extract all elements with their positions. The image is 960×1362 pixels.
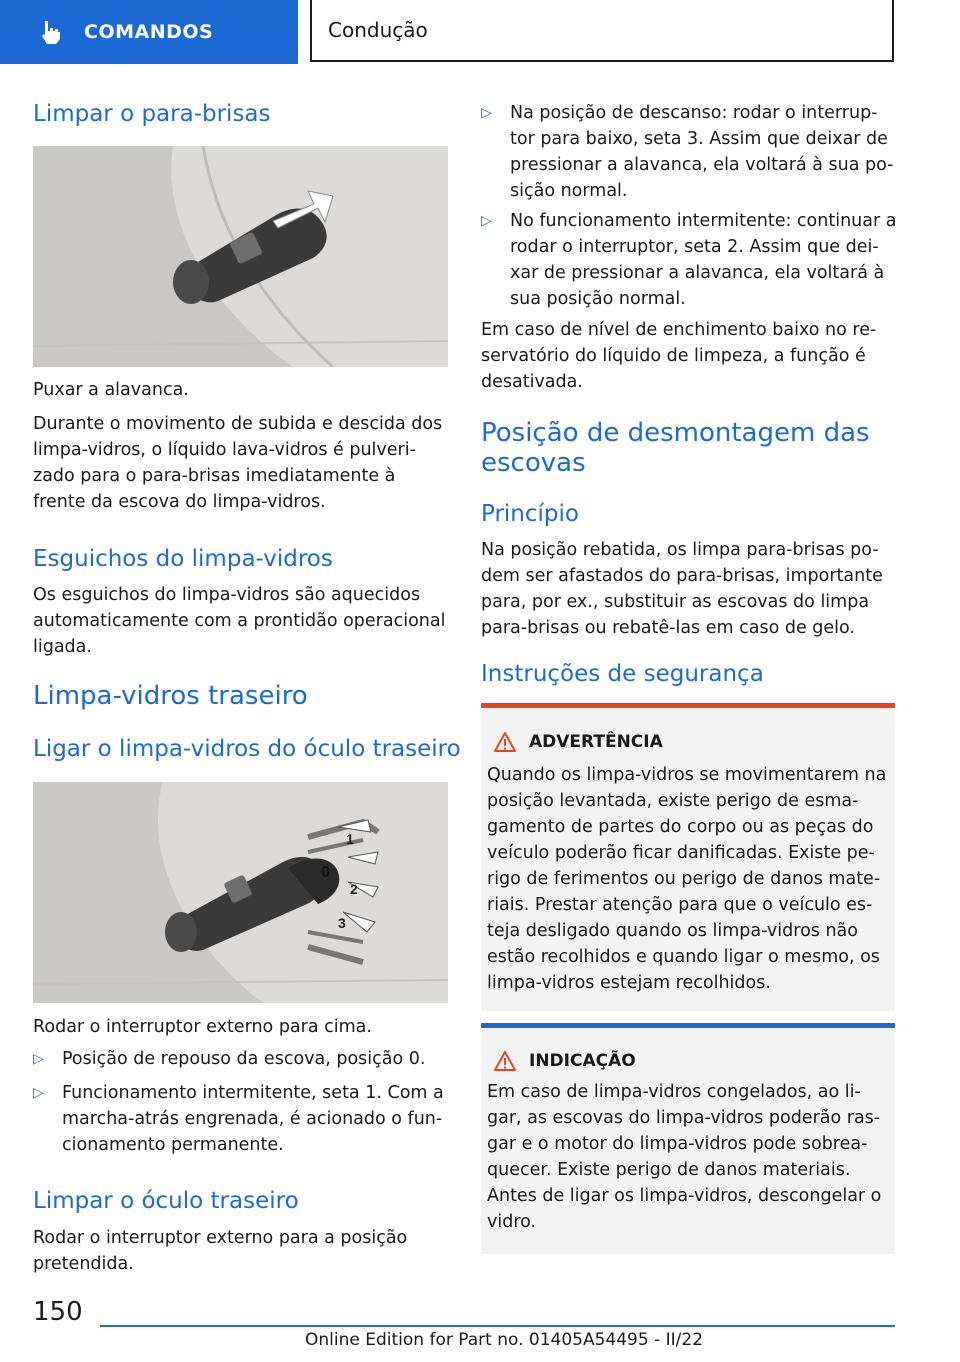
- section-label: Condução: [310, 0, 894, 62]
- heading-limpar-para-brisas: Limpar o para-brisas: [33, 101, 271, 127]
- triangle-bullet-icon: ▷: [481, 105, 492, 121]
- text-limpar-oculo: Rodar o interruptor externo para a posição pretendida.: [33, 1228, 408, 1274]
- list-item: ▷ No funcionamento intermitente: continuar a rodar o interruptor, seta 2. Assim que dei- xar de pressionar a alavanca, ela voltará à sua posição normal.: [481, 208, 897, 312]
- footer-divider: [100, 1325, 895, 1327]
- note-bar: [481, 1023, 895, 1028]
- list-item: ▷ Posição de repouso da escova, posição 0.: [33, 1046, 451, 1072]
- figure-windshield-lever: [33, 146, 448, 367]
- note-title: INDICAÇÃO: [493, 1050, 636, 1072]
- text-rodar: Rodar o interruptor externo para cima.: [33, 1017, 372, 1037]
- heading-posicao-desmontagem: Posição de desmontagem das escovas: [481, 418, 870, 478]
- chapter-tab[interactable]: [0, 0, 298, 64]
- triangle-bullet-icon: ▷: [33, 1085, 44, 1101]
- heading-principio: Princípio: [481, 501, 579, 527]
- hand-pointer-icon: [36, 17, 66, 47]
- text-esguichos: Os esguichos do limpa-vidros são aquecidos automaticamente com a prontidão operacional ligada.: [33, 585, 446, 657]
- heading-ligar: Ligar o limpa-vidros do óculo traseiro: [33, 736, 461, 762]
- text-durante: Durante o movimento de subida e descida dos limpa-vidros, o líquido lava-vidros é pulveri- zado para o para-brisas imediatamente à frente da escova do limpa-vidros.: [33, 414, 443, 512]
- text-puxar: Puxar a alavanca.: [33, 380, 189, 400]
- caution-triangle-icon: [493, 1050, 517, 1072]
- list-item: ▷ Na posição de descanso: rodar o interrup- tor para baixo, seta 3. Assim que deixar de pressionar a alavanca, ela voltará à sua po- sição normal.: [481, 100, 897, 204]
- warning-triangle-icon: [493, 731, 517, 753]
- warning-title: ADVERTÊNCIA: [493, 731, 663, 753]
- arrow-label-2: 2: [350, 881, 358, 897]
- text-principio: Na posição rebatida, os limpa para-brisas po- dem ser afastados do para-brisas, importante para, por ex., substituir as escovas do limpa para-brisas ou rebatê-las em caso de gelo.: [481, 540, 883, 638]
- triangle-bullet-icon: ▷: [481, 213, 492, 229]
- warning-text: Quando os limpa-vidros se movimentarem na posição levantada, existe perigo de esma- gamento de partes do corpo ou as peças do veículo poderão ficar danificadas. Existe pe- rigo de ferimentos ou perigo de danos mate- riais. Prestar atenção para que o veículo es- teja desligado quando os limpa-vidros não estão recolhidos e quando ligar o mesmo, os limpa-vidros estejam recolhidos.: [487, 765, 887, 993]
- heading-instrucoes: Instruções de segurança: [481, 661, 764, 687]
- triangle-bullet-icon: ▷: [33, 1051, 44, 1067]
- chapter-tab-label: COMANDOS: [84, 21, 214, 43]
- warning-box: [481, 703, 895, 1011]
- rear-wiper-illustration: [33, 782, 448, 1003]
- position-label-0: 0: [321, 864, 330, 881]
- note-box: [481, 1023, 895, 1254]
- figure-rear-wiper-switch: [33, 782, 448, 1003]
- windshield-lever-illustration: [33, 146, 448, 367]
- page-number: 150: [33, 1297, 83, 1327]
- note-text: Em caso de limpa-vidros congelados, ao li- gar, as escovas do limpa-vidros poderão ras- gar e o motor do limpa-vidros pode sobrea- quecer. Existe perigo de danos materiais. Antes de ligar os limpa-vidros, descongelar o vidro.: [487, 1082, 882, 1232]
- list-item: ▷ Funcionamento intermitente, seta 1. Com a marcha-atrás engrenada, é acionado o fun- cionamento permanente.: [33, 1080, 451, 1158]
- arrow-label-3: 3: [338, 915, 346, 931]
- heading-limpa-vidros-traseiro: Limpa-vidros traseiro: [33, 681, 308, 711]
- warning-bar: [481, 703, 895, 708]
- footer-edition: Online Edition for Part no. 01405A54495 - II/22: [305, 1330, 704, 1350]
- heading-esguichos: Esguichos do limpa-vidros: [33, 546, 333, 572]
- heading-limpar-oculo: Limpar o óculo traseiro: [33, 1188, 299, 1214]
- arrow-label-1: 1: [346, 831, 354, 847]
- text-nivel: Em caso de nível de enchimento baixo no re- servatório do líquido de limpeza, a função é desativada.: [481, 320, 877, 392]
